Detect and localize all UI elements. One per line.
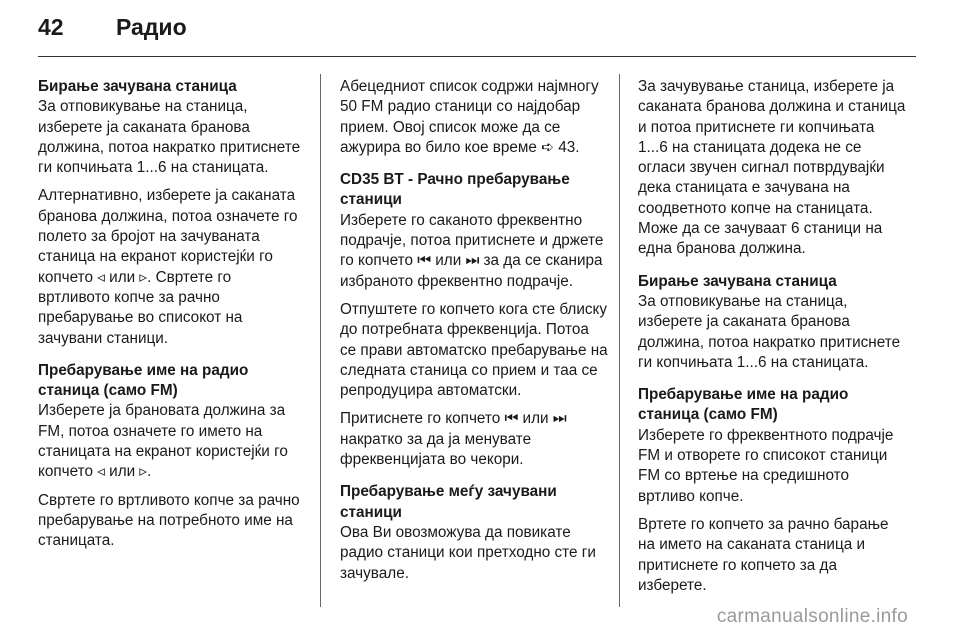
paragraph: За зачувување станица, изберете ја саканата бранова должина и станица и потоа притиснете ги копчињата 1...6 на станицата додека не се огласи звучен сигнал потврдувајќи дека станицата е зачувана на соодветното копче на станицата. Може да се зачуваат 6 станици на една бранова должина.	[638, 78, 906, 258]
column-1	[38, 77, 306, 564]
paragraph: Изберете го фреквентното подрачје FM и отворете го списокот станици FM со вртење на средишното вртливо копче.	[638, 426, 894, 505]
watermark: carmanualsonline.info	[716, 606, 908, 627]
section	[340, 482, 608, 583]
section	[638, 272, 906, 373]
section-title: Бирање зачувана станица	[38, 78, 237, 95]
section	[638, 385, 906, 596]
paragraph: Свртете го вртливото копче за рачно пребарување на потребното име на станицата.	[38, 491, 300, 550]
section	[38, 361, 306, 552]
header-rule	[38, 56, 916, 57]
section-title: CD35 BT - Рачно пребарување станици	[340, 171, 570, 209]
page-title: Радио	[116, 14, 187, 40]
paragraph: Вртете го копчето за рачно барање на името на саканата станица и притиснете го копчето за да изберете.	[638, 515, 889, 594]
paragraph: За отповикување на станица, изберете ја саканата бранова должина, потоа накратко притиснете ги копчињата 1...6 на станицата.	[638, 292, 901, 371]
paragraph: За отповикување на станица, изберете ја саканата бранова должина, потоа накратко притиснете ги копчињата 1...6 на станицата.	[38, 98, 301, 177]
paragraph: Алтернативно, изберете ја саканата бранова должина, потоа означете го полето за бројот на зачуваната станица на екранот користејќи го копчето ◃ или ▹. Свртете го вртливото копче за рачно пребарување во списокот на зачувани станици.	[38, 187, 298, 347]
paragraph: Изберете ја брановата должина за FM, потоа означете го името на станицата на екранот користејќи го копчето ◃ или ▹.	[38, 402, 288, 481]
page-number: 42	[38, 14, 64, 40]
paragraph: Отпуштете го копчето кога сте блиску до потребната фреквенција. Потоа се прави автоматско пребарување на следната станица со прием и таа се репродуцира автоматски.	[340, 300, 608, 400]
section	[38, 77, 306, 349]
page-header	[38, 14, 187, 41]
section-title: Пребарување име на радио станица (само FM)	[38, 361, 249, 400]
paragraph: Изберете го саканото фреквентно подрачје, потоа притиснете и држете го копчето ⏮ или ⏭ за да се сканира избраното фреквентно подрачје.	[340, 211, 604, 290]
section-title: Пребарување меѓу зачувани станици	[340, 483, 557, 521]
paragraph: Ова Ви овозможува да повикате радио станици кои претходно сте ги зачувале.	[340, 523, 596, 582]
column-divider	[619, 74, 620, 607]
paragraph: Притиснете го копчето ⏮ или ⏭ накратко за да ја менувате фреквенцијата во чекори.	[340, 410, 567, 469]
section	[340, 77, 608, 158]
section	[340, 170, 608, 470]
section	[638, 77, 906, 260]
column-3	[638, 77, 906, 608]
section-title: Пребарување име на радио станица (само FM)	[638, 386, 849, 424]
column-2	[340, 77, 608, 596]
column-divider	[320, 74, 321, 607]
paragraph: Абецедниот список содржи најмногу 50 FM радио станици со најдобар прием. Овој список може да се ажурира во било кое време ➪ 43.	[340, 78, 599, 156]
section-title: Бирање зачувана станица	[638, 272, 837, 290]
